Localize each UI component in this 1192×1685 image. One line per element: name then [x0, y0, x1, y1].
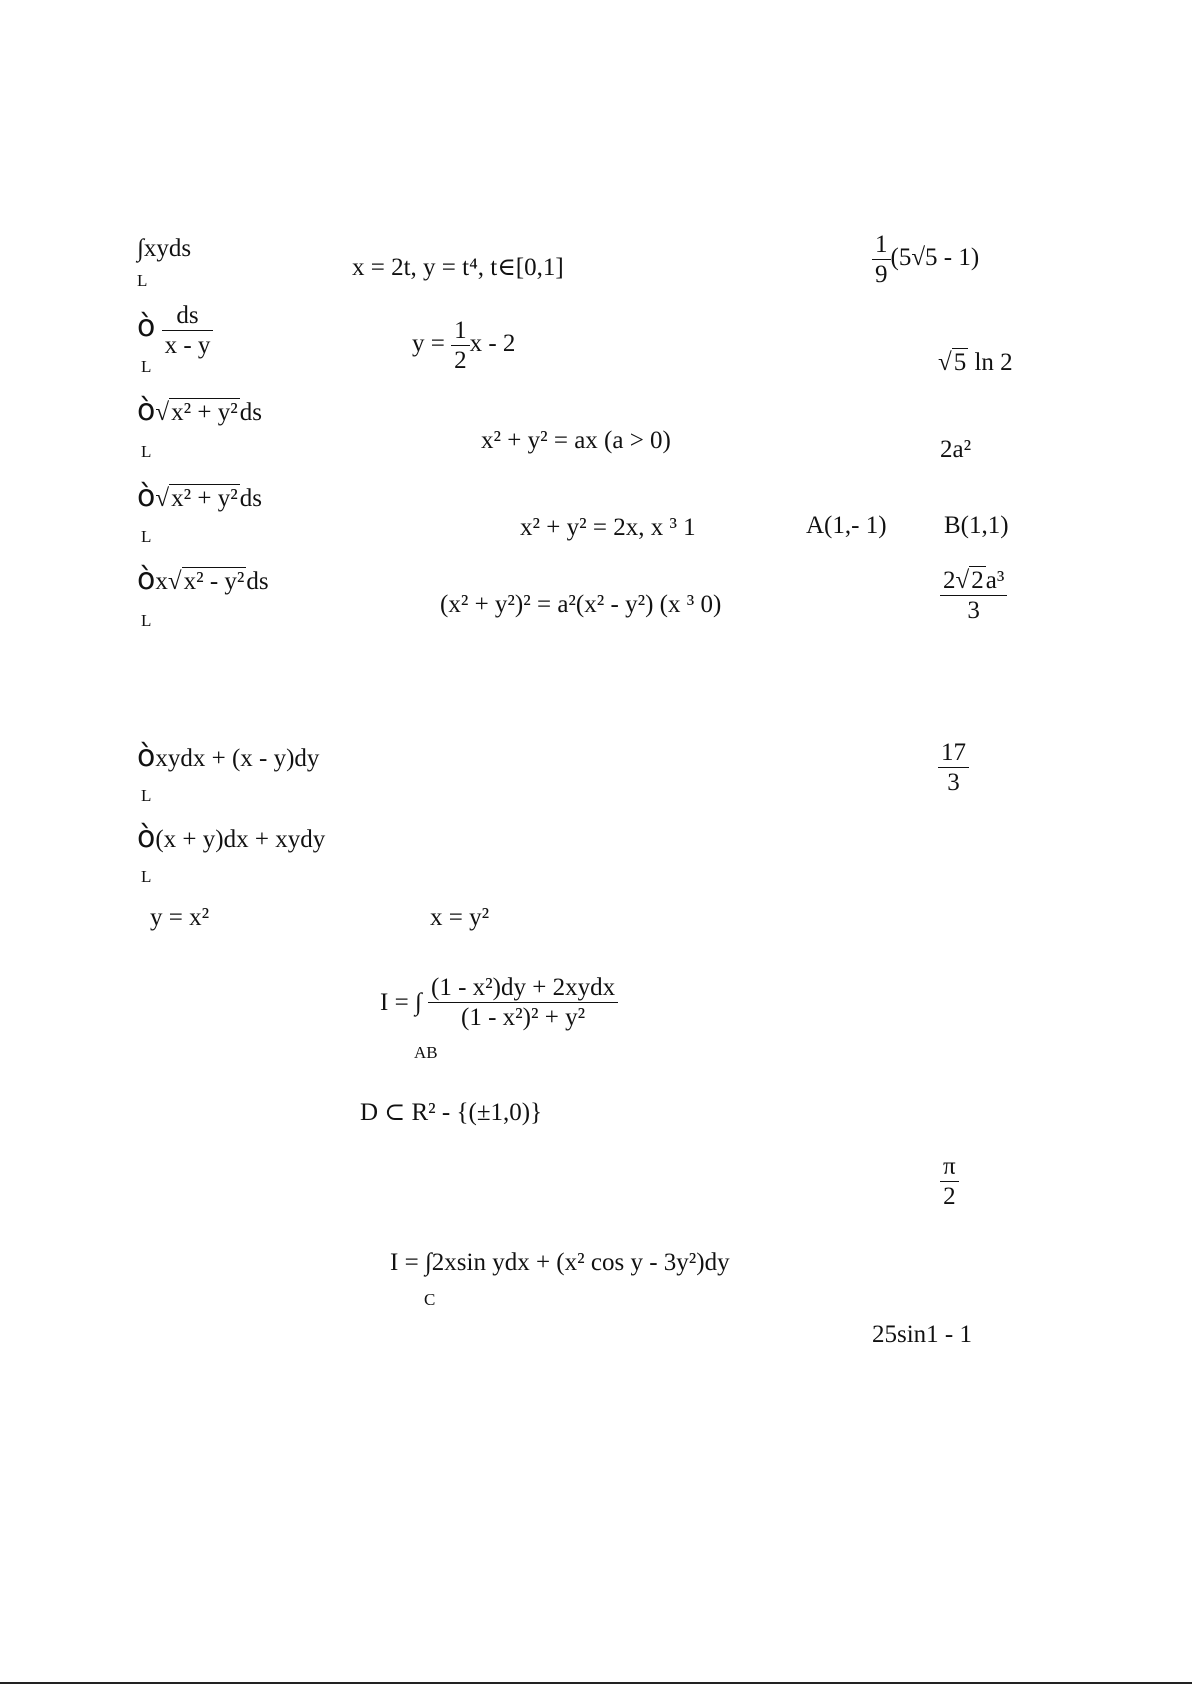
integrand-tail: ds [246, 568, 269, 595]
numerator-rest: a³ [985, 567, 1005, 594]
p2-row2-integral [137, 820, 326, 855]
fraction-numerator: 17 [938, 740, 969, 768]
sqrt-radicand: x² + y² [171, 399, 238, 426]
row4-limit: L [141, 527, 152, 546]
formula-lhs: I = ∫ [380, 989, 422, 1016]
sqrt-sign: √ [955, 567, 970, 594]
integrand: (x + y)dx + xydy [155, 826, 326, 853]
condition-lhs: y = [412, 330, 452, 358]
formula-fraction [428, 975, 618, 1030]
contour-integral-sign: ò [137, 479, 156, 514]
sqrt-radicand: x² - y² [183, 568, 245, 595]
row2-integral [137, 303, 213, 358]
fraction-numerator: (1 - x²)dy + 2xydx [428, 975, 618, 1003]
row1-condition: x = 2t, y = t⁴, t∈[0,1] [352, 254, 564, 281]
condition-rhs: x - 2 [469, 330, 516, 358]
row4-condition: x² + y² = 2x, x ³ 1 [520, 514, 696, 541]
row2-limit: L [141, 357, 152, 376]
fraction-numerator: π [940, 1154, 959, 1182]
sqrt-radicand: 5 [953, 349, 967, 376]
row3-integral [137, 393, 262, 428]
row2-answer [938, 350, 1013, 375]
p2-row1-answer [938, 740, 969, 795]
integrand: 2xsin ydx + (x² cos y - 3y²)dy [431, 1249, 730, 1276]
row5-condition: (x² + y²)² = a²(x² - y²) (x ³ 0) [440, 591, 722, 618]
coef-denominator: 9 [875, 261, 888, 288]
fraction-denominator: (1 - x²)² + y² [461, 1004, 586, 1031]
sqrt-sign: √ [155, 485, 170, 512]
contour-integral-sign: ò [137, 820, 156, 855]
answer-fraction [940, 568, 1007, 623]
row1-limit: L [137, 271, 148, 290]
row5-answer [940, 568, 1007, 623]
row4-integral [137, 479, 262, 514]
p2-row1-integral [137, 739, 320, 774]
integrand-tail: ds [239, 485, 262, 512]
p2-row2-limit: L [141, 867, 152, 886]
contour-integral-sign: ò [137, 739, 156, 774]
contour-integral-sign: ò [137, 309, 156, 345]
sqrt-sign: √ [938, 349, 952, 376]
fraction-denominator: x - y [164, 332, 211, 359]
answer-fraction [940, 1154, 959, 1209]
sqrt-radicand: 2 [971, 567, 984, 594]
condition-fraction [451, 318, 470, 373]
row4-point-a: A(1,- 1) [806, 512, 887, 539]
fraction-denominator: 3 [947, 769, 960, 796]
contour-integral-sign: ò [137, 562, 156, 597]
fraction-denominator: 2 [943, 1183, 956, 1210]
fraction-numerator: ds [162, 303, 214, 331]
integrand: xydx + (x - y)dy [155, 745, 320, 772]
numerator-coefficient: 2 [943, 567, 956, 594]
fraction-denominator: 2 [454, 347, 467, 374]
row1-answer [872, 232, 979, 287]
formula-lhs: I = ∫ [390, 1249, 432, 1276]
domain-statement: D ⊂ R² - {(±1,0)} [360, 1099, 543, 1126]
answer-coefficient [872, 232, 891, 287]
fraction-numerator: 1 [451, 318, 470, 346]
integrand-fraction [162, 303, 214, 358]
answer-fraction [938, 740, 969, 795]
integrand-prefix: x [155, 568, 168, 595]
problem4-limit: C [424, 1290, 436, 1309]
integrand: xyds [143, 235, 192, 262]
sqrt-sign: √ [155, 399, 170, 426]
sqrt-radicand: x² + y² [171, 485, 238, 512]
problem4-formula [390, 1250, 730, 1275]
integrand-tail: ds [239, 399, 262, 426]
row3-condition: x² + y² = ax (a > 0) [481, 427, 671, 454]
answer-rest: ln 2 [968, 349, 1013, 376]
coef-numerator: 1 [872, 232, 891, 260]
sqrt-sign: √ [167, 568, 182, 595]
row1-integral [137, 236, 191, 261]
integral-sign: ∫ [137, 235, 144, 262]
row5-integral [137, 562, 269, 597]
answer4: 25sin1 - 1 [872, 1321, 972, 1348]
row3-limit: L [141, 442, 152, 461]
fraction-numerator [940, 568, 1007, 596]
p2-row1-limit: L [141, 786, 152, 805]
contour-integral-sign: ò [137, 393, 156, 428]
page-bottom-rule [0, 1682, 1192, 1684]
answer-body: (5√5 - 1) [890, 244, 980, 272]
problem3-formula [380, 975, 618, 1030]
row4-point-b: B(1,1) [944, 512, 1009, 539]
curve-1: y = x² [150, 904, 210, 931]
fraction-denominator: 3 [967, 597, 980, 624]
row3-answer: 2a² [940, 436, 972, 463]
answer3 [940, 1154, 959, 1209]
row2-condition [412, 318, 515, 373]
curve-2: x = y² [430, 904, 490, 931]
problem3-limit: AB [414, 1043, 438, 1062]
row5-limit: L [141, 611, 152, 630]
